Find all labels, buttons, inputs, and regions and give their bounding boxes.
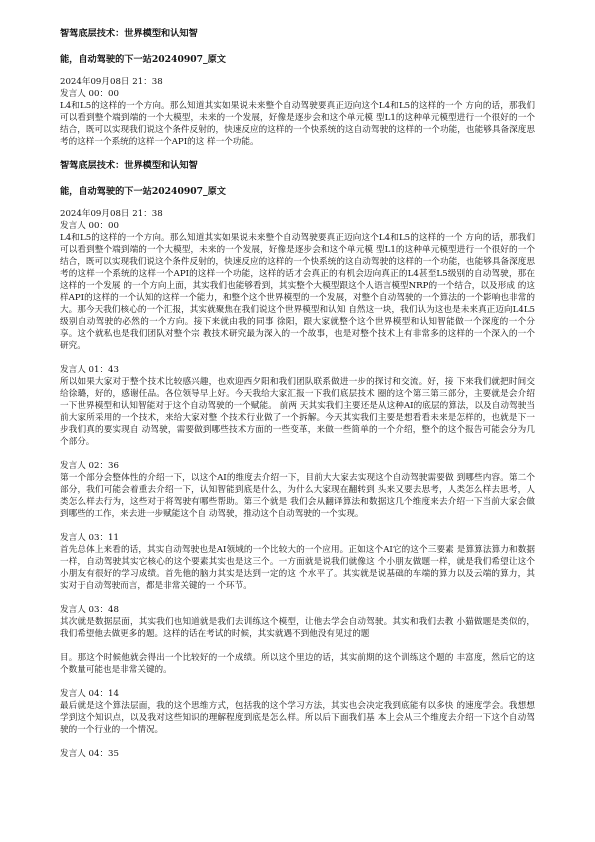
paragraph: 首先总体上来看的话，其实自动驾驶也是AI领域的一个比较大的一个应用。正如这个AI它的这个三要素 是算算法算力和数据一样，自动驾驶其实它核心的这个要素其实也是这三个。一方面就是说我们就像这 个小朋友做题一样，就是我们希望让这个小朋友有很好的学习成绩。首先他的脑力其实是达到一定的这 个水平了。其实就是说基础的车端的算力以及云端的算力，其实对于自动驾驶而言，都是非常关键的一 个环节。 [60, 545, 535, 591]
paragraph: 其次就是数据层面，其实我们也知道就是我们去训练这个模型，让他去学会自动驾驶。其实和我们去教 小猫做题是类似的，我们希望他去做更多的题。这样的话在考试的时候，其实就遇不到他没有见过的题 [60, 617, 535, 639]
speaker-label: 发言人 03：48 [60, 605, 119, 615]
speaker-label: 发言人 04：35 [60, 749, 119, 759]
repeat-title-line-2: 能，自动驾驶的下一站20240907_原文 [60, 186, 226, 197]
speaker-label: 发言人 03：11 [60, 533, 119, 543]
doc-title-line-2: 能，自动驾驶的下一站20240907_原文 [60, 54, 226, 65]
doc-date: 2024年09月08日 21：38 [60, 77, 163, 87]
doc-title-line-1: 智驾底层技术：世界模型和认知智 [60, 28, 198, 39]
paragraph: 第一个部分会整体性的介绍一下，以这个AI的维度去介绍一下，目前大大家去实现这个自动驾驶需要做 到哪些内容。第二个部分，我们可能会着重去介绍一下，认知智能到底是什么，为什么大家现在翻转到 头来又要去思考，人类怎么样去思考，人类怎么样去行为，这些对于将驾驶有哪些帮助。第三个就是 我们会从翻译算法和数据这几个维度来去介绍一下当前大家会做到哪些的工作，来去进一步赋能这个自 动驾驶，推动这个自动驾驶的一个实现。 [60, 473, 535, 519]
speaker-label: 发言人 02：36 [60, 461, 119, 471]
speaker-label: 发言人 01：43 [60, 365, 119, 375]
paragraph: L4和L5的这样的一个方向。那么知道其实如果说未来整个自动驾驶要真正迈向这个L4和L5的这样的一个 方向的话，那我们可以看到整个端到端的一个大模型，未来的一个发展，好像是逐步会和这个单元模 型L1的这种单元模型进行一个很好的一个结合，既可以实现我们说这个条件反射的，快速反应的这样的一个快系统的这自动驾驶的这样的一个功能，也能够具备深度思考的这样一个系统的这样一个API的这 样一个功能。 [60, 101, 535, 147]
speaker-label: 发言人 00：00 [60, 221, 119, 231]
speaker-label: 发言人 00：00 [60, 89, 119, 99]
speaker-label: 发言人 04：14 [60, 689, 119, 699]
paragraph: L4和L5的这样的一个方向。那么知道其实如果说未来整个自动驾驶要真正迈向这个L4和L5的这样的一个 方向的话，那我们可以看到整个端到端的一个大模型，未来的一个发展，好像是逐步会和这个单元模 型L1的这种单元模型进行一个很好的一个结合，既可以实现我们说这个条件反射的，快速反应的这样的一个快系统的这自动驾驶的这样的一个功能，也能够具备深度思考的这样一个系统的这样一个API的这样一个功能，这样的话才会真正的有机会迈向真正的L4甚至L5级别的自动驾驶，那在这样的一个发展 的一个方向上面，其实我们也能够看到，其实整个大模型跟这个人语言模型NRP的一个结合，以及形成 的这样API的这样的一个认知的这样一个能力，和整个这个世界模型的一个发展，对整个自动驾驶的一个算法的一个影响也非常的大。那今天我们核心的一个汇报，其实就聚焦在我们说这个世界模型和认知 自然这一块，我们认为这也是未来真正迈向L4L5级别自动驾驶的必然的一个方向。接下来就由我的同事 徐阳，跟大家就整个这个世界模型和认知智能做一个深度的一个分享。这个就私也是我们团队对整个宗 教技术研究最为深入的一个故事，也是对整个技术上有非常多的这样的一个深入的一个研究。 [60, 233, 535, 351]
repeat-date: 2024年09月08日 21：38 [60, 209, 163, 219]
paragraph: 目。那这个时候他就会得出一个比较好的一个成绩。所以这个里边的话，其实前期的这个训练这个题的 丰富度，然后它的这个数量可能也是非常关键的。 [60, 653, 535, 675]
paragraph: 所以如果大家对于整个技术比较感兴趣，也欢迎西夕阳和我们团队联系做进一步的探讨和交流。好，接 下来我们就把时间交给徐璐，好的，感谢任品。各位领导早上好。今天我给大家汇报一下我们底层技术 圈的这个第三第三部分，主要就是会介绍一下世界模型和认知智能对于这个自动驾驶的一个赋能。 前两 天其实我们主要还是从这种AI的底层的算法，以及自动驾驶当前大家所采用的一个技术，来给大家对整 个技术行业做了一个拆解。今天其实我们主要是想看看未来是怎样的，也就是下一步我们真的要实现自 动驾驶，需要做到哪些技术方面的一些变革，来做一些简单的一个介绍，整个的这个报告可能会分为几 个部分。 [60, 377, 535, 447]
repeat-title-line-1: 智驾底层技术：世界模型和认知智 [60, 160, 198, 171]
paragraph: 最后就是这个算法层面，我的这个思维方式，包括我的这个学习方法，其实也会决定我到底能有以多快 的速度学会。我想想学到这个知识点，以及我对这些知识的理解程度到底是怎么样。所以后下面我们基 本上会从三个维度去介绍一下这个自动驾驶的一个行业的一个情况。 [60, 701, 535, 735]
